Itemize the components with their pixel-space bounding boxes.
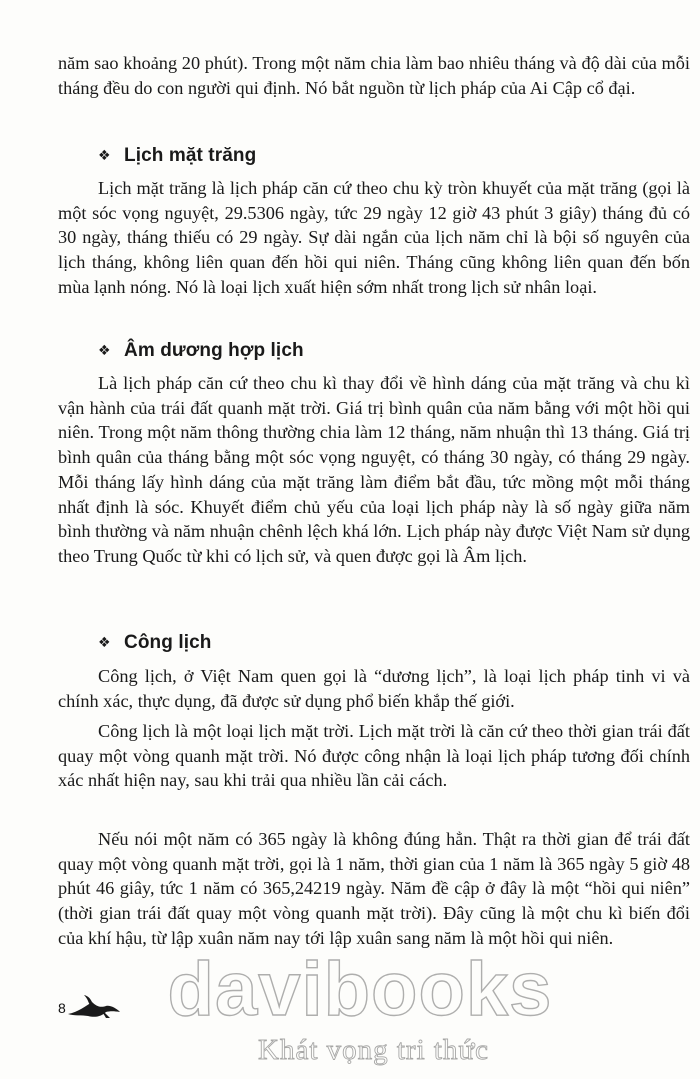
- intro-paragraph: năm sao khoảng 20 phút). Trong một năm chia làm bao nhiêu tháng và độ dài của mỗi tháng đều do con người qui định. Nó bắt nguồn từ lịch pháp của Ai Cập cổ đại.: [58, 53, 690, 98]
- section-heading-text: Lịch mặt trăng: [124, 145, 257, 166]
- section-heading-cong-lich: [98, 630, 211, 655]
- cong-lich-paragraph-3: Nếu nói một năm có 365 ngày là không đúng hẳn. Thật ra thời gian để trái đất quay một vòng quanh mặt trời, gọi là 1 năm, thời gian của 1 năm là 365 ngày 5 giờ 48 phút 46 giây, tức 1 năm có 365,24219 ngày. Năm đề cập ở đây là một “hồi qui niên” (thời gian trái đất quay một vòng quanh mặt trời). Đây cũng là một chu kì biến đổi của khí hậu, từ lập xuân năm nay tới lập xuân sang năm là một hồi qui niên.: [58, 829, 690, 948]
- flying-crane-ornament-icon: [66, 994, 122, 1020]
- section-heading-text: Công lịch: [124, 632, 212, 653]
- page-number: 8: [58, 1000, 66, 1016]
- diamond-bullet-icon: ❖: [98, 147, 111, 163]
- watermark-tagline: Khát vọng tri thức: [258, 1034, 490, 1066]
- diamond-bullet-icon: ❖: [98, 634, 111, 650]
- diamond-bullet-icon: ❖: [98, 342, 111, 358]
- am-duong-hop-lich-paragraph: Là lịch pháp căn cứ theo chu kì thay đổi về hình dáng của mặt trăng và chu kì vận hành của trái đất quanh mặt trời. Giá trị bình quân của năm bằng với một hồi qui niên. Trong một năm thông thường chia làm 12 tháng, năm nhuận thì 13 tháng. Giá trị bình quân của tháng bằng một sóc vọng nguyệt, có tháng 30 ngày, có tháng 29 ngày. Mỗi tháng lấy hình dáng của mặt trăng làm điểm bắt đầu, tức mồng một mỗi tháng nhất định là sóc. Khuyết điểm chủ yếu của loại lịch pháp này là số ngày giữa năm bình thường và năm nhuận chênh lệch khá lớn. Lịch pháp này được Việt Nam sử dụng theo Trung Quốc từ khi có lịch sử, và quen được gọi là Âm lịch.: [58, 373, 690, 566]
- cong-lich-paragraph-1: Công lịch, ở Việt Nam quen gọi là “dương lịch”, là loại lịch pháp tinh vi và chính xác, thực dụng, đã được sử dụng phổ biến khắp thế giới.: [58, 666, 690, 711]
- cong-lich-paragraph-2: Công lịch là một loại lịch mặt trời. Lịch mặt trời là căn cứ theo thời gian trái đất quay một vòng quanh mặt trời. Nó được công nhận là loại lịch pháp tương đối chính xác nhất hiện nay, sau khi trải qua nhiều lần cải cách.: [58, 721, 690, 791]
- lich-mat-trang-paragraph: Lịch mặt trăng là lịch pháp căn cứ theo chu kỳ tròn khuyết của mặt trăng (gọi là một sóc vọng nguyệt, 29.5306 ngày, tức 29 ngày 12 giờ 43 phút 3 giây) tháng đủ có 30 ngày, tháng thiếu có 29 ngày. Sự dài ngắn của lịch năm chỉ là bội số nguyên của lịch tháng, không liên quan đến hồi qui niên. Tháng cũng không liên quan đến bốn mùa lạnh nóng. Nó là loại lịch xuất hiện sớm nhất trong lịch sử nhân loại.: [58, 178, 690, 297]
- watermark-brand: davibooks: [167, 947, 553, 1032]
- section-heading-am-duong-hop-lich: [98, 338, 304, 363]
- section-heading-lich-mat-trang: [98, 143, 256, 168]
- section-heading-text: Âm dương hợp lịch: [124, 340, 304, 361]
